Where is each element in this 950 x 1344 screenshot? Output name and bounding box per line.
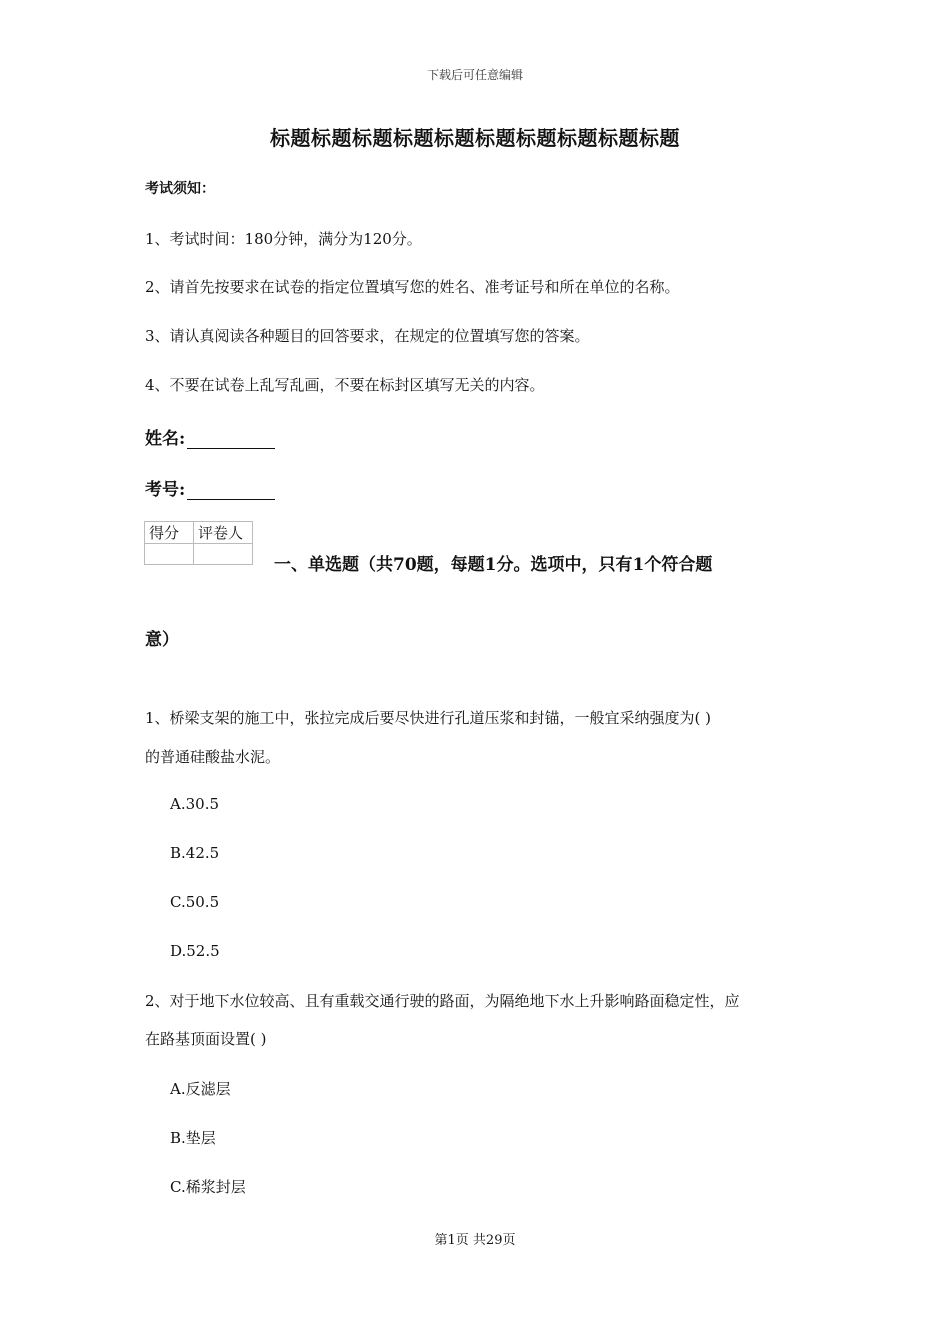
option-item: A.30.5 <box>170 795 219 813</box>
question-text: 1、桥梁支架的施工中，张拉完成后要尽快进行孔道压浆和封锚，一般宜采纳强度为( ) <box>145 709 712 727</box>
grader-header: 评卷人 <box>194 522 253 544</box>
score-cell[interactable] <box>145 544 194 565</box>
name-blank[interactable] <box>187 432 275 449</box>
option-item: C.稀浆封层 <box>170 1178 246 1196</box>
option-item: D.52.5 <box>170 942 220 960</box>
section-title-continuation: 意） <box>145 630 179 650</box>
section-title: 一、单选题（共70题，每题1分。选项中，只有1个符合题 <box>274 555 713 575</box>
notice-item: 3、请认真阅读各种题目的回答要求，在规定的位置填写您的答案。 <box>145 327 590 345</box>
option-item: B.垫层 <box>170 1129 216 1147</box>
question-text: 的普通硅酸盐水泥。 <box>145 748 281 766</box>
notice-item: 2、请首先按要求在试卷的指定位置填写您的姓名、准考证号和所在单位的名称。 <box>145 278 680 296</box>
page-title: 标题标题标题标题标题标题标题标题标题标题 <box>270 126 680 150</box>
question-text: 2、对于地下水位较高、且有重载交通行驶的路面，为隔绝地下水上升影响路面稳定性，应 <box>145 992 740 1010</box>
option-item: C.50.5 <box>170 893 220 911</box>
question-text: 在路基顶面设置( ) <box>145 1030 267 1048</box>
notice-item: 1、考试时间：180分钟，满分为120分。 <box>145 230 422 248</box>
notice-heading: 考试须知： <box>145 181 215 197</box>
option-item: B.42.5 <box>170 844 220 862</box>
exam-id-blank[interactable] <box>187 483 275 500</box>
exam-id-label: 考号: <box>145 480 186 500</box>
page-footer: 第1页 共29页 <box>434 1233 516 1248</box>
notice-item: 4、不要在试卷上乱写乱画，不要在标封区填写无关的内容。 <box>145 376 545 394</box>
grader-cell[interactable] <box>194 544 253 565</box>
exam-id-field[interactable] <box>145 475 275 500</box>
score-header: 得分 <box>145 522 194 544</box>
option-item: A.反滤层 <box>170 1080 231 1098</box>
header-note: 下载后可任意编辑 <box>426 68 523 82</box>
score-table <box>144 521 253 565</box>
name-field[interactable] <box>145 424 275 449</box>
name-label: 姓名: <box>145 429 186 449</box>
